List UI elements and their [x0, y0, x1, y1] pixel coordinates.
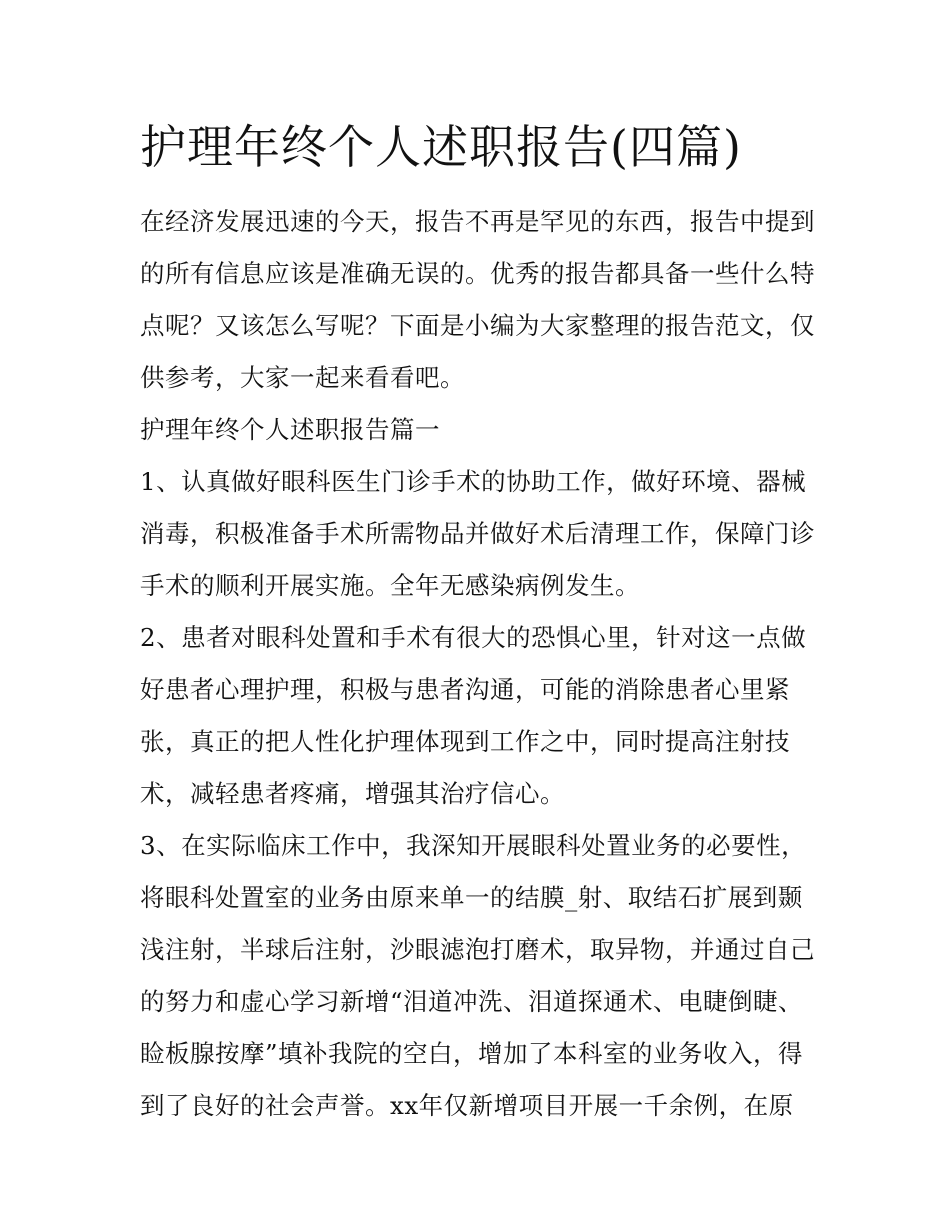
document-title: 护理年终个人述职报告(四篇)	[140, 120, 742, 174]
item-2-line-3: 张，真正的把人性化护理体现到工作之中，同时提高注射技	[140, 727, 790, 756]
item-3-line-6: 到了良好的社会声誉。xx年仅新增项目开展一千余例，在原	[140, 1091, 794, 1120]
intro-line-1: 在经济发展迅速的今天，报告不再是罕见的东西，报告中提到	[140, 207, 815, 236]
item-1-line-2: 消毒，积极准备手术所需物品并做好术后清理工作，保障门诊	[140, 519, 815, 548]
document-body	[140, 196, 820, 1132]
intro-line-2: 的所有信息应该是准确无误的。优秀的报告都具备一些什么特	[140, 259, 815, 288]
item-1-line-1: 1、认真做好眼科医生门诊手术的协助工作，做好环境、器械	[140, 467, 807, 496]
intro-line-3: 点呢？又该怎么写呢？下面是小编为大家整理的报告范文，仅	[140, 311, 815, 340]
intro-line-4: 供参考，大家一起来看看吧。	[140, 363, 465, 392]
item-1-line-3: 手术的顺利开展实施。全年无感染病例发生。	[140, 571, 640, 600]
item-3-line-1: 3、在实际临床工作中，我深知开展眼科处置业务的必要性，	[140, 831, 807, 860]
item-2-line-4: 术，减轻患者疼痛，增强其治疗信心。	[140, 779, 565, 808]
section-heading: 护理年终个人述职报告篇一	[140, 415, 440, 444]
item-2-line-2: 好患者心理护理，积极与患者沟通，可能的消除患者心里紧	[140, 675, 790, 704]
item-3-line-2: 将眼科处置室的业务由原来单一的结膜_射、取结石扩展到颞	[140, 883, 803, 912]
item-3-line-5: 睑板腺按摩”填补我院的空白，增加了本科室的业务收入，得	[140, 1039, 804, 1068]
item-3-line-3: 浅注射，半球后注射，沙眼滤泡打磨术，取异物，并通过自己	[140, 935, 815, 964]
item-3-line-4: 的努力和虚心学习新增“泪道冲洗、泪道探通术、电睫倒睫、	[140, 987, 804, 1016]
item-2-line-1: 2、患者对眼科处置和手术有很大的恐惧心里，针对这一点做	[140, 623, 807, 652]
